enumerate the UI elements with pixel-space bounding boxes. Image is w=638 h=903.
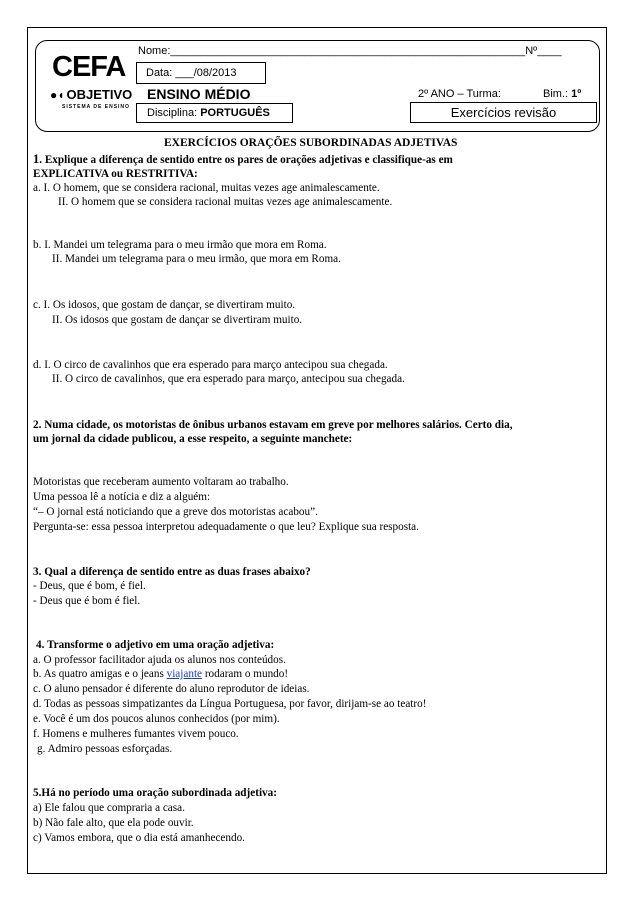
q1-b-i: b. I. Mandei um telegrama para o meu irmão que mora em Roma. [33,239,327,251]
disciplina-value: PORTUGUÊS [200,107,270,119]
q1-line2: EXPLICATIVA ou RESTRITIVA: [33,168,198,180]
q1-d-ii: II. O circo de cavalinhos, que era esperado para março, antecipou sua chegada. [52,373,405,385]
logo-subtitle: SISTEMA DE ENSINO [62,104,130,110]
q1-c-i: c. I. Os idosos, que gostam de dançar, se divertiram muito. [33,299,296,311]
q4-b [33,667,288,681]
q3-b: - Deus que é bom é fiel. [33,595,141,607]
nome-field[interactable] [138,45,562,58]
q1-b-ii: II. Mandei um telegrama para o meu irmão, que mora em Roma. [52,253,341,265]
q3-a: - Deus, que é bom, é fiel. [33,580,146,592]
q5-c: c) Vamos embora, que o dia está amanhecendo. [33,832,245,844]
q5-b: b) Não fale alto, que ela pode ouvir. [33,817,194,829]
q4-f: f. Homens e mulheres fumantes vivem pouco. [33,728,239,740]
q4-a: a. O professor facilitador ajuda os alunos nos conteúdos. [33,654,286,666]
ano-turma-field[interactable] [418,88,501,101]
q4-b-post: rodaram o mundo! [202,668,289,680]
ano-turma-label: 2º ANO – Turma: [418,88,501,100]
logo-cefa-text: CEFA [52,51,126,83]
q2-line1: 2. Numa cidade, os motoristas de ônibus urbanos estavam em greve por melhores salários. Certo dia, [33,419,513,431]
q4-title: 4. Transforme o adjetivo em uma oração adjetiva: [36,639,275,651]
q2-p2: Uma pessoa lê a notícia e diz a alguém: [33,491,211,503]
q1-a-i: a. I. O homem, que se considera racional, muitas vezes age animalescamente. [33,182,380,194]
q1-a-ii: II. O homem que se considera racional muitas vezes age animalescamente. [58,196,393,208]
q2-p4: Pergunta-se: essa pessoa interpretou adequadamente o que leu? Explique sua resposta. [33,521,419,533]
q1-line1-text: . Explique a diferença de sentido entre os pares de orações adjetivas e classifique-as em [39,154,453,166]
cefa-objetivo-logo [50,51,133,122]
q1-d-i: d. I. O circo de cavalinhos que era esperado para março antecipou sua chegada. [33,359,388,371]
nome-label: Nome: [138,45,171,57]
q1-c-ii: II. Os idosos que gostam de dançar se divertiram muito. [52,314,303,326]
q4-e: e. Você é um dos poucos alunos conhecidos (por mim). [33,713,280,725]
q1-line1 [33,152,453,167]
q4-b-pre: b. As quatro amigas e o jeans [33,668,167,680]
bim-field [543,88,581,101]
q5-a: a) Ele falou que compraria a casa. [33,802,185,814]
q2-p1: Motoristas que receberam aumento voltaram ao trabalho. [33,476,289,488]
exercicios-revisao-box [410,102,597,123]
q2-p3: “– O jornal está noticiando que a greve dos motoristas acabou”. [33,506,318,518]
bim-value: 1º [571,88,582,100]
data-text: Data: ___/08/2013 [146,67,237,79]
q4-d: d. Todas as pessoas simpatizantes da Língua Portuguesa, por favor, dirijam-se ao teatro! [33,698,427,710]
logo-objetivo-label: OBJETIVO [66,87,133,102]
q5-title: 5.Há no período uma oração subordinada adjetiva: [33,787,277,799]
numero-field: Nº____ [525,45,562,57]
viajante-link[interactable]: viajante [166,668,203,680]
data-box[interactable] [136,62,266,84]
q4-c: c. O aluno pensador é diferente do aluno reprodutor de ideias. [33,683,310,695]
nome-line: __________________________________________________________ [170,45,526,57]
ensino-medio-label: ENSINO MÉDIO [147,86,251,102]
objetivo-mark-icon: ●◖ [50,88,65,102]
q2-line2: um jornal da cidade publicou, a esse respeito, a seguinte manchete: [33,433,353,445]
disciplina-label: Disciplina: [147,107,198,119]
q4-g: g. Admiro pessoas esforçadas. [37,743,173,755]
q3-title: 3. Qual a diferença de sentido entre as duas frases abaixo? [33,566,311,578]
bim-label: Bim.: [543,88,569,100]
logo-objetivo-text [50,88,132,102]
q1-number: 1 [33,152,40,166]
doc-title: EXERCÍCIOS ORAÇÕES SUBORDINADAS ADJETIVAS [164,137,458,149]
disciplina-box [136,103,293,123]
exercicios-revisao-label: Exercícios revisão [450,105,557,120]
